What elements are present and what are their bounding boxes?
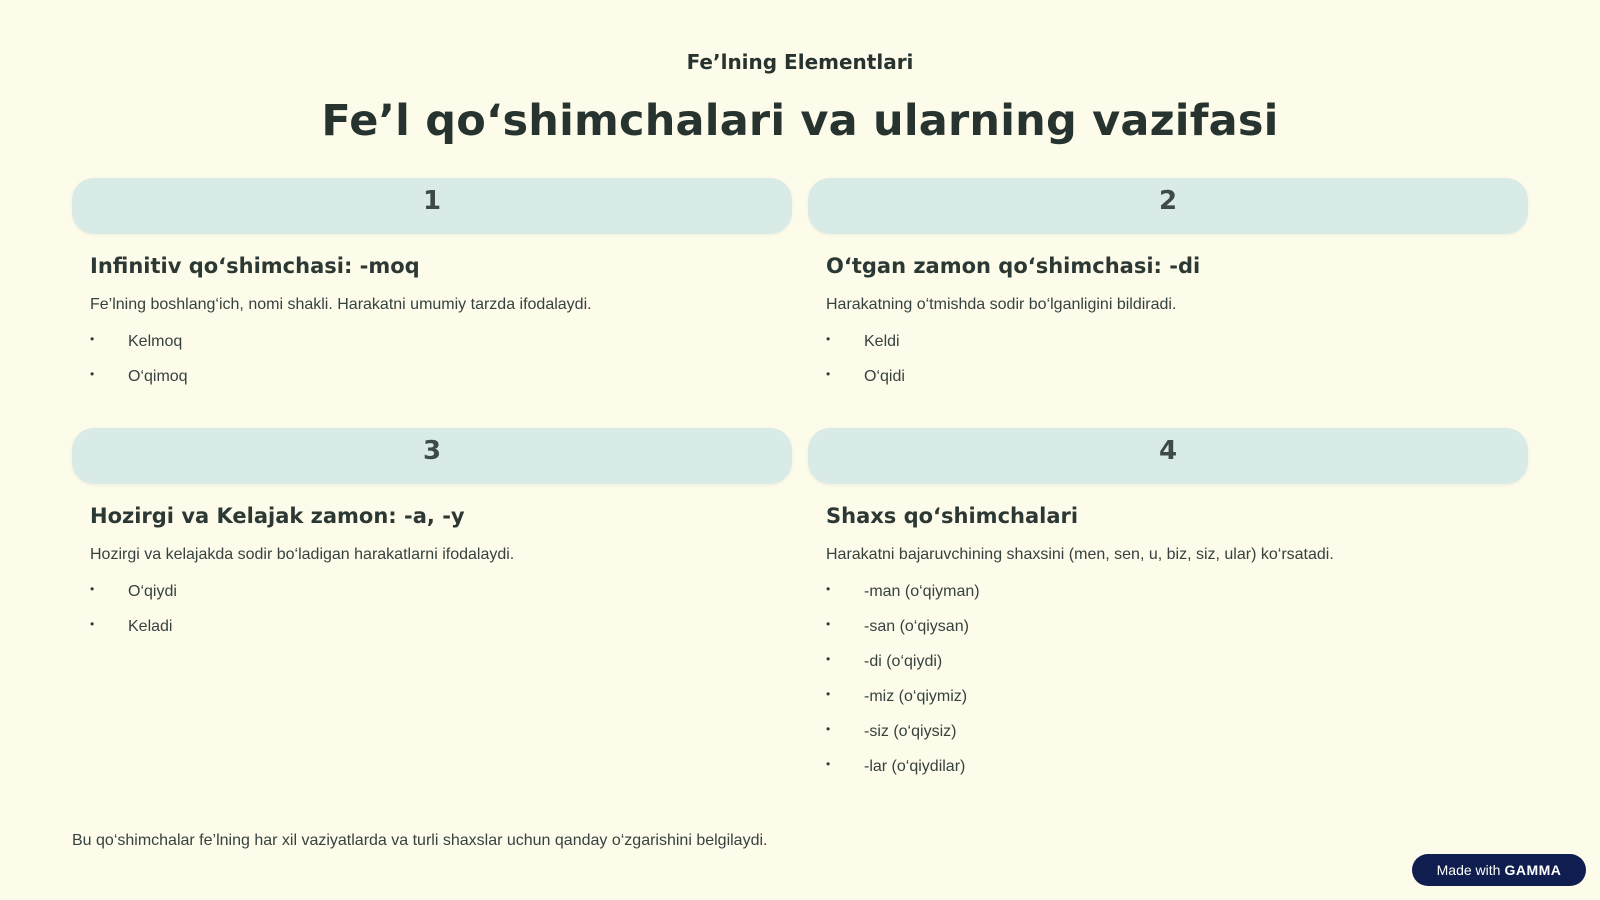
made-with-gamma-badge[interactable] [1412, 854, 1586, 886]
card-description: Hozirgi va kelajakda sodir bo‘ladigan harakatlarni ifodalaydi. [90, 546, 515, 563]
bullet-icon: • [90, 367, 95, 381]
card-infinitive [72, 178, 792, 400]
card-number: 2 [1158, 186, 1178, 216]
list-item-text: -san (o‘qiysan) [864, 618, 969, 635]
card-present-future [72, 428, 792, 650]
card-heading: Shaxs qo‘shimchalari [826, 504, 1079, 528]
list-item-text: Keladi [128, 618, 173, 635]
bullet-icon: • [826, 367, 831, 381]
list-item [826, 720, 1528, 755]
card-number: 1 [422, 186, 442, 216]
list-item-text: Kelmoq [128, 333, 183, 350]
card-past-tense [808, 178, 1528, 400]
list-item [826, 650, 1528, 685]
list-item-text: -siz (o‘qiysiz) [864, 723, 957, 740]
list-item [90, 580, 792, 615]
bullet-icon: • [826, 652, 831, 666]
bullet-icon: • [826, 332, 831, 346]
example-list [90, 330, 792, 400]
list-item-text: O‘qidi [864, 368, 905, 385]
list-item-text: -man (o‘qiyman) [864, 583, 980, 600]
list-item [826, 365, 1528, 400]
card-number: 3 [422, 436, 442, 466]
gamma-logo: GAMMA [1504, 862, 1562, 878]
card-number-pill [808, 178, 1528, 234]
card-heading: O‘tgan zamon qo‘shimchasi: -di [826, 254, 1201, 278]
footer-note: Bu qo‘shimchalar fe’lning har xil vaziyatlarda va turli shaxslar uchun qanday o‘zgarishini belgilaydi. [72, 832, 768, 849]
card-heading: Infinitiv qo‘shimchasi: -moq [90, 254, 420, 278]
list-item [826, 615, 1528, 650]
bullet-icon: • [826, 757, 831, 771]
list-item [826, 580, 1528, 615]
list-item-text: -lar (o‘qiydilar) [864, 758, 966, 775]
page-title: Fe’l qo‘shimchalari va ularning vazifasi [321, 96, 1279, 146]
card-number-pill [808, 428, 1528, 484]
list-item-text: -miz (o‘qiymiz) [864, 688, 968, 705]
list-item-text: O‘qimoq [128, 368, 188, 385]
card-number-pill [72, 178, 792, 234]
list-item [90, 330, 792, 365]
card-number-pill [72, 428, 792, 484]
list-item [826, 755, 1528, 790]
bullet-icon: • [826, 617, 831, 631]
card-description: Fe’lning boshlang‘ich, nomi shakli. Harakatni umumiy tarzda ifodalaydi. [90, 296, 592, 313]
bullet-icon: • [826, 722, 831, 736]
list-item [826, 330, 1528, 365]
card-number: 4 [1158, 436, 1178, 466]
list-item-text: Keldi [864, 333, 900, 350]
bullet-icon: • [90, 617, 95, 631]
example-list [826, 580, 1528, 790]
list-item [90, 615, 792, 650]
card-description: Harakatning o‘tmishda sodir bo‘lganligini bildiradi. [826, 296, 1177, 313]
list-item-text: -di (o‘qiydi) [864, 653, 943, 670]
section-eyebrow: Fe’lning Elementlari [686, 50, 914, 74]
list-item-text: O‘qiydi [128, 583, 177, 600]
example-list [826, 330, 1528, 400]
list-item [90, 365, 792, 400]
card-heading: Hozirgi va Kelajak zamon: -a, -y [90, 504, 465, 528]
bullet-icon: • [90, 582, 95, 596]
card-description: Harakatni bajaruvchining shaxsini (men, sen, u, biz, siz, ular) ko‘rsatadi. [826, 546, 1334, 563]
bullet-icon: • [90, 332, 95, 346]
bullet-icon: • [826, 687, 831, 701]
bullet-icon: • [826, 582, 831, 596]
list-item [826, 685, 1528, 720]
card-person-suffixes [808, 428, 1528, 790]
example-list [90, 580, 792, 650]
badge-prefix: Made with [1436, 862, 1501, 878]
